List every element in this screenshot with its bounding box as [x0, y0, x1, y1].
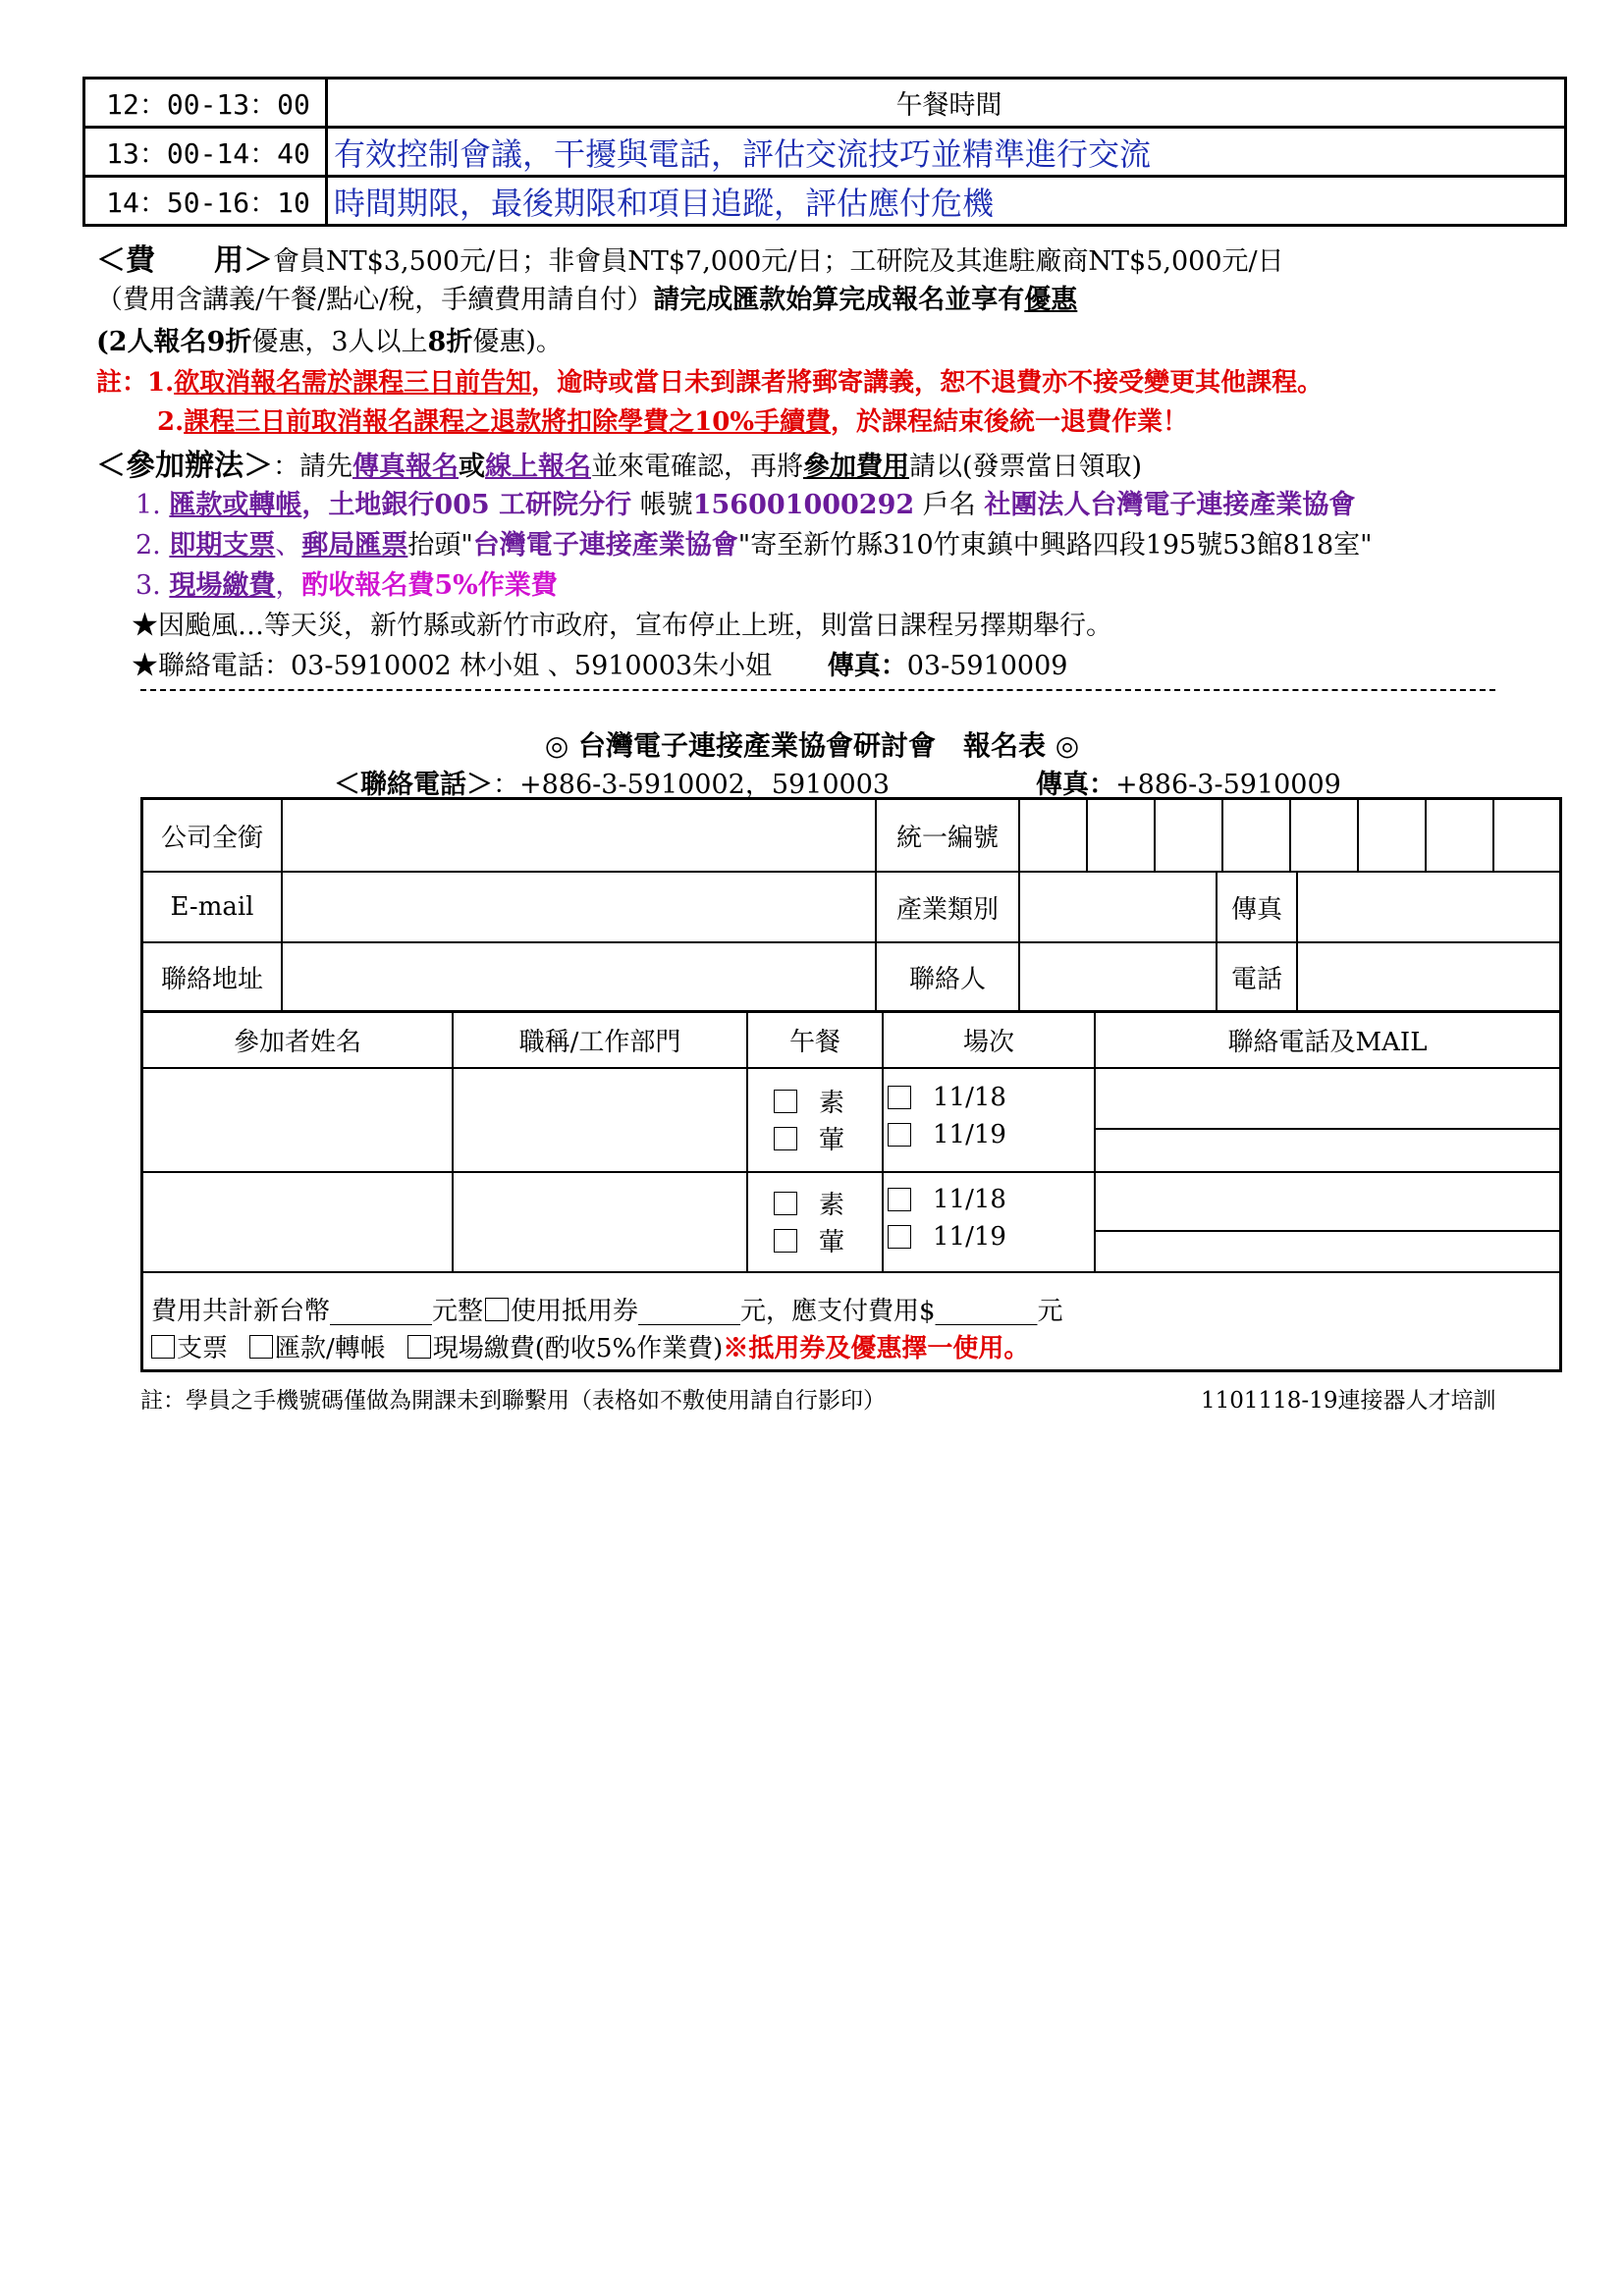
schedule-desc: 時間期限，最後期限和項目追蹤，評估應付危機 [327, 177, 1566, 226]
fee-line-3 [96, 320, 563, 358]
tax-id-digit[interactable] [1427, 800, 1494, 873]
item-2-a: 即期支票 [169, 530, 276, 561]
item-3-a: 現場繳費 [169, 570, 276, 601]
typhoon-note: ★因颱風…等天災，新竹縣或新竹市政府，宣布停止上班，則當日課程另擇期舉行。 [132, 611, 1112, 641]
tax-id-digit[interactable] [1291, 800, 1359, 873]
fee-line [96, 236, 1284, 279]
checkbox[interactable] [888, 1188, 911, 1211]
meat-label: 葷 [819, 1228, 845, 1257]
email-field[interactable] [283, 873, 877, 943]
meat-option[interactable] [774, 1222, 844, 1258]
item-2-b: 、 [275, 530, 302, 561]
method-fax: 傳真報名 [352, 452, 459, 482]
session-1118-option[interactable] [888, 1185, 1006, 1214]
schedule-time: 13：00-14：40 [84, 128, 327, 177]
veg-option[interactable] [774, 1185, 844, 1221]
tax-id-label: 統一編號 [877, 800, 1020, 873]
fee-group-d: 8折 [427, 327, 473, 357]
schedule-table [82, 77, 1567, 227]
contact-line [132, 644, 1067, 682]
fee-text: 會員NT$3,500元/日；非會員NT$7,000元/日；工研院及其進駐廠商NT$5,000元/日 [273, 246, 1284, 277]
session-1119-label: 11/19 [933, 1222, 1006, 1252]
note-2-prefix: 2. [157, 407, 185, 437]
col-title: 職稱/工作部門 [454, 1013, 748, 1069]
voucher-amount: 使用抵用券________元，應支付費用$________元 [511, 1297, 1063, 1326]
note-2-rest: ，於課程結束後統一退費作業！ [831, 407, 1189, 437]
item-2-d: 抬頭" [407, 530, 473, 561]
item-3-b: ， [275, 570, 302, 601]
contact-field[interactable] [1020, 943, 1218, 1013]
participant-name-field[interactable] [143, 1069, 454, 1173]
address-field[interactable] [283, 943, 877, 1013]
method-line [96, 441, 1142, 484]
checkbox[interactable] [774, 1229, 797, 1253]
session-1118-option[interactable] [888, 1083, 1006, 1112]
fax-label: 傳真 [1218, 873, 1298, 943]
tax-id-digit[interactable] [1156, 800, 1223, 873]
form-fax-line [1036, 763, 1341, 801]
contact-phones: ★聯絡電話：03-5910002 林小姐 、5910003朱小姐 [132, 651, 773, 681]
item-3-num: 3. [135, 570, 161, 601]
registration-form [140, 797, 1562, 1372]
participant-mail-field[interactable] [1096, 1130, 1559, 1173]
fee-group-e: 優惠)。 [472, 327, 563, 357]
col-contact: 聯絡電話及MAIL [1096, 1013, 1559, 1069]
schedule-desc: 有效控制會議，干擾與電話，評估交流技巧並精準進行交流 [327, 128, 1566, 177]
total-amount: 費用共計新台幣________元整 [151, 1297, 484, 1326]
cut-line [140, 689, 1495, 691]
item-1-name: 社團法人台灣電子連接產業協會 [984, 490, 1356, 520]
form-fax: +886-3-5910009 [1115, 770, 1341, 800]
session-1119-option[interactable] [888, 1222, 1006, 1252]
item-2-e: 台灣電子連接產業協會 [472, 530, 738, 561]
item-1-num: 1. [135, 490, 161, 520]
company-label: 公司全銜 [143, 800, 283, 873]
participant-name-field[interactable] [143, 1173, 454, 1273]
fee-discount: 優惠 [1024, 285, 1078, 315]
session-1119-label: 11/19 [933, 1120, 1006, 1149]
footer-note: 註：學員之手機號碼僅做為開課未到聯繫用（表格如不敷使用請自行影印） [140, 1388, 886, 1414]
item-1-e: 戶名 [914, 490, 985, 520]
veg-option[interactable] [774, 1083, 844, 1119]
col-lunch: 午餐 [748, 1013, 884, 1069]
method-item-2 [135, 523, 1373, 561]
form-title: ◎ 台灣電子連接產業協會研討會 報名表 ◎ [544, 729, 1080, 762]
session-cell [884, 1069, 1096, 1173]
lunch-cell [748, 1173, 884, 1273]
item-3-c: 酌收報名費5%作業費 [301, 570, 558, 601]
veg-label: 素 [819, 1089, 845, 1118]
contact-fax: 03-5910009 [906, 651, 1068, 681]
checkbox[interactable] [888, 1225, 911, 1249]
checkbox[interactable] [774, 1090, 797, 1113]
schedule-time: 12：00-13：00 [84, 79, 327, 128]
session-cell [884, 1173, 1096, 1273]
note-1-underlined: 欲取消報名需於課程三日前告知 [174, 368, 532, 398]
participant-phone-field[interactable] [1096, 1069, 1559, 1130]
session-1119-option[interactable] [888, 1120, 1006, 1149]
item-1-b: ，土地銀行005 工研院分行 [301, 490, 632, 520]
note-2-underlined: 課程三日前取消報名課程之退款將扣除學費之10%手續費 [184, 407, 832, 437]
form-fax-label: 傳真： [1036, 770, 1115, 800]
method-label: ＜參加辦法＞ [96, 449, 273, 483]
footer-code: 1101118-19連接器人才培訓 [1201, 1388, 1496, 1414]
contact-label: 聯絡人 [877, 943, 1020, 1013]
fee-line-2 [96, 278, 1077, 316]
item-2-num: 2. [135, 530, 161, 561]
industry-label: 產業類別 [877, 873, 1020, 943]
total-line [151, 1291, 1063, 1327]
col-name: 參加者姓名 [143, 1013, 454, 1069]
session-1118-label: 11/18 [933, 1083, 1006, 1112]
industry-field[interactable] [1020, 873, 1218, 943]
phone-label: 電話 [1218, 943, 1298, 1013]
pay-transfer-label: 匯款/轉帳 [275, 1334, 386, 1363]
schedule-row [84, 177, 1566, 226]
check-checkbox[interactable] [151, 1335, 175, 1359]
checkbox[interactable] [774, 1127, 797, 1150]
tax-id-digit[interactable] [1359, 800, 1427, 873]
tax-id-digit[interactable] [1223, 800, 1291, 873]
note-1 [96, 362, 1323, 399]
checkbox[interactable] [774, 1192, 797, 1215]
pay-check-label: 支票 [177, 1334, 229, 1363]
meat-option[interactable] [774, 1120, 844, 1156]
note-2 [157, 401, 1188, 438]
lunch-cell [748, 1069, 884, 1173]
schedule-row [84, 128, 1566, 177]
fee-includes: （費用含講義/午餐/點心/稅，手續費用請自付） [96, 285, 654, 315]
item-1-account: 156001000292 [692, 490, 915, 520]
participant-phone-field[interactable] [1096, 1173, 1559, 1232]
onsite-checkbox[interactable] [407, 1335, 431, 1359]
fee-group-b: 9折 [206, 327, 252, 357]
method-item-3 [135, 563, 558, 602]
method-a: ：請先 [273, 452, 352, 482]
item-1-a: 匯款或轉帳 [169, 490, 302, 520]
tax-id-digit[interactable] [1494, 800, 1559, 873]
method-e: 並來電確認，再將 [591, 452, 803, 482]
form-phone: ：+886-3-5910002，5910003 [493, 770, 891, 800]
veg-label: 素 [819, 1191, 845, 1220]
item-2-c: 郵局匯票 [301, 530, 408, 561]
pay-onsite-label: 現場繳費(酌收5%作業費) [432, 1334, 724, 1363]
phone-field[interactable] [1298, 943, 1559, 1013]
form-phone-line [334, 763, 890, 801]
voucher-checkbox[interactable] [485, 1298, 509, 1321]
company-field[interactable] [283, 800, 877, 873]
method-g: 請以(發票當日領取) [909, 452, 1143, 482]
fax-field[interactable] [1298, 873, 1559, 943]
note-1-rest: ，逾時或當日未到課者將郵寄講義，恕不退費亦不接受變更其他課程。 [531, 368, 1324, 398]
method-fee: 參加費用 [803, 452, 909, 482]
tax-id-digit[interactable] [1088, 800, 1156, 873]
tax-id-digit[interactable] [1020, 800, 1088, 873]
item-1-c: 帳號 [631, 490, 693, 520]
fee-group-c: 優惠，3人以上 [251, 327, 428, 357]
method-or: 或 [459, 452, 485, 482]
address-label: 聯絡地址 [143, 943, 283, 1013]
fee-label: ＜費 用＞ [96, 243, 273, 278]
contact-fax-label: 傳真： [827, 651, 907, 681]
item-2-f: "寄至新竹縣310竹東鎮中興路四段195號53館818室" [737, 530, 1373, 561]
email-label: E-mail [143, 873, 283, 943]
method-item-1 [135, 483, 1355, 521]
form-phone-label: ＜聯絡電話＞ [334, 770, 493, 800]
checkbox[interactable] [888, 1123, 911, 1147]
col-session: 場次 [884, 1013, 1096, 1069]
pay-note: ※抵用券及優惠擇一使用。 [723, 1334, 1030, 1363]
meat-label: 葷 [819, 1126, 845, 1155]
payment-line [151, 1328, 1029, 1364]
checkbox[interactable] [888, 1086, 911, 1109]
note-1-prefix: 註：1. [96, 368, 175, 398]
participant-mail-field[interactable] [1096, 1232, 1559, 1273]
schedule-row [84, 79, 1566, 128]
participant-title-field[interactable] [454, 1069, 748, 1173]
fee-group-a: (2人報名 [96, 327, 207, 357]
method-online: 線上報名 [485, 452, 591, 482]
session-1118-label: 11/18 [933, 1185, 1006, 1214]
participant-title-field[interactable] [454, 1173, 748, 1273]
transfer-checkbox[interactable] [249, 1335, 273, 1359]
fee-complete: 請完成匯款始算完成報名並享有 [653, 285, 1025, 315]
schedule-desc: 午餐時間 [327, 79, 1566, 128]
schedule-time: 14：50-16：10 [84, 177, 327, 226]
